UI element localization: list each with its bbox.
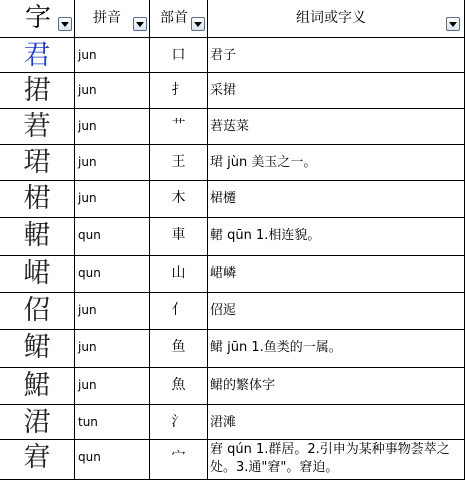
pinyin-text: jun — [78, 340, 97, 354]
radical-text: 艹 — [171, 118, 186, 134]
cell-meaning[interactable] — [208, 73, 465, 109]
cell-char[interactable] — [0, 109, 75, 145]
header-cell-char — [0, 0, 75, 38]
cell-pinyin[interactable] — [75, 181, 150, 218]
cell-pinyin[interactable] — [75, 38, 150, 73]
meaning-text: 珺 jùn 美玉之一。 — [210, 155, 317, 170]
cell-radical[interactable] — [150, 293, 208, 330]
cell-pinyin[interactable] — [75, 109, 150, 145]
filter-dropdown-radical[interactable] — [191, 17, 205, 31]
pinyin-text: jun — [78, 119, 97, 133]
char-text: 莙 — [23, 111, 51, 142]
cell-radical[interactable] — [150, 330, 208, 368]
header-cell-radical — [150, 0, 208, 38]
radical-text: 扌 — [171, 82, 186, 98]
cell-meaning[interactable] — [208, 38, 465, 73]
radical-text: 王 — [171, 154, 186, 170]
char-text: 宭 — [23, 442, 51, 473]
pinyin-text: jun — [78, 48, 97, 62]
cell-char[interactable] — [0, 181, 75, 218]
header-cell-meaning — [208, 0, 465, 38]
meaning-text: 佋迡 — [210, 303, 237, 318]
cell-radical[interactable] — [150, 405, 208, 440]
cell-radical[interactable] — [150, 38, 208, 73]
cell-radical[interactable] — [150, 181, 208, 218]
cell-char[interactable] — [0, 218, 75, 256]
cell-meaning[interactable] — [208, 330, 465, 368]
filter-dropdown-meaning[interactable] — [446, 17, 460, 31]
meaning-text: 涒滩 — [210, 415, 237, 430]
cell-pinyin[interactable] — [75, 368, 150, 405]
cell-radical[interactable] — [150, 368, 208, 405]
cell-char[interactable] — [0, 368, 75, 405]
cell-pinyin[interactable] — [75, 293, 150, 330]
cell-char[interactable] — [0, 405, 75, 440]
radical-text: 山 — [171, 265, 186, 281]
header-char-label: 字 — [25, 3, 52, 33]
cell-char[interactable] — [0, 256, 75, 293]
cell-meaning[interactable] — [208, 293, 465, 330]
radical-text: 亻 — [171, 302, 186, 318]
cell-pinyin[interactable] — [75, 440, 150, 480]
pinyin-text: qun — [78, 228, 101, 242]
header-cell-pinyin — [75, 0, 150, 38]
cell-meaning[interactable] — [208, 440, 465, 480]
char-text: 佋 — [23, 295, 51, 326]
cell-pinyin[interactable] — [75, 218, 150, 256]
char-text: 涒 — [23, 407, 51, 438]
char-text: 珺 — [23, 147, 51, 178]
pinyin-text: qun — [78, 450, 101, 464]
char-text: 鮶 — [23, 370, 51, 401]
meaning-text: 峮嶙 — [210, 266, 237, 281]
radical-text: 宀 — [171, 449, 186, 465]
cell-char[interactable] — [0, 330, 75, 368]
header-radical-label: 部首 — [160, 10, 188, 26]
pinyin-text: jun — [78, 303, 97, 317]
cell-radical[interactable] — [150, 256, 208, 293]
filter-dropdown-pinyin[interactable] — [133, 17, 147, 31]
radical-text: 口 — [171, 47, 186, 63]
cell-radical[interactable] — [150, 73, 208, 109]
char-text: 輑 — [23, 220, 51, 251]
radical-text: 魚 — [171, 377, 186, 393]
char-text: 捃 — [23, 75, 51, 106]
cell-meaning[interactable] — [208, 256, 465, 293]
cell-radical[interactable] — [150, 440, 208, 480]
cell-char[interactable] — [0, 38, 75, 73]
char-text: 鲪 — [23, 332, 51, 363]
meaning-text: 鲪 jūn 1.鱼类的一属。 — [210, 340, 342, 355]
char-text: 桾 — [23, 183, 51, 214]
cell-radical[interactable] — [150, 145, 208, 181]
meaning-text: 莙荙菜 — [210, 119, 250, 134]
cell-char[interactable] — [0, 73, 75, 109]
cell-meaning[interactable] — [208, 181, 465, 218]
cell-radical[interactable] — [150, 109, 208, 145]
cell-char[interactable] — [0, 293, 75, 330]
meaning-text: 鲪的繁体字 — [210, 378, 276, 393]
char-text: 君 — [23, 40, 51, 71]
meaning-text: 輑 qūn 1.相连貌。 — [210, 228, 321, 243]
cell-meaning[interactable] — [208, 368, 465, 405]
cell-pinyin[interactable] — [75, 73, 150, 109]
cell-pinyin[interactable] — [75, 256, 150, 293]
meaning-text: 君子 — [210, 48, 237, 63]
pinyin-text: jun — [78, 191, 97, 205]
pinyin-text: jun — [78, 155, 97, 169]
cell-char[interactable] — [0, 145, 75, 181]
filter-dropdown-char[interactable] — [58, 17, 72, 31]
cell-meaning[interactable] — [208, 109, 465, 145]
radical-text: 木 — [171, 190, 186, 206]
cell-meaning[interactable] — [208, 218, 465, 256]
meaning-text: 桾櫏 — [210, 191, 237, 206]
meaning-text: 采捃 — [210, 83, 237, 98]
pinyin-text: jun — [78, 83, 97, 97]
pinyin-text: tun — [78, 415, 98, 429]
char-text: 峮 — [23, 258, 51, 289]
pinyin-text: qun — [78, 266, 101, 280]
radical-text: 車 — [171, 227, 186, 243]
cell-meaning[interactable] — [208, 145, 465, 181]
cell-pinyin[interactable] — [75, 405, 150, 440]
header-pinyin-label: 拼音 — [93, 10, 121, 26]
meaning-text: 宭 qún 1.群居。2.引申为某种事物荟萃之处。3.通"窘"。窘迫。 — [210, 442, 450, 475]
pinyin-text: jun — [78, 378, 97, 392]
cell-pinyin[interactable] — [75, 145, 150, 181]
radical-text: 氵 — [171, 414, 186, 430]
radical-text: 鱼 — [171, 339, 186, 355]
cell-meaning[interactable] — [208, 405, 465, 440]
cell-radical[interactable] — [150, 218, 208, 256]
header-meaning-label: 组词或字义 — [296, 10, 366, 26]
cell-pinyin[interactable] — [75, 330, 150, 368]
cell-char[interactable] — [0, 440, 75, 480]
